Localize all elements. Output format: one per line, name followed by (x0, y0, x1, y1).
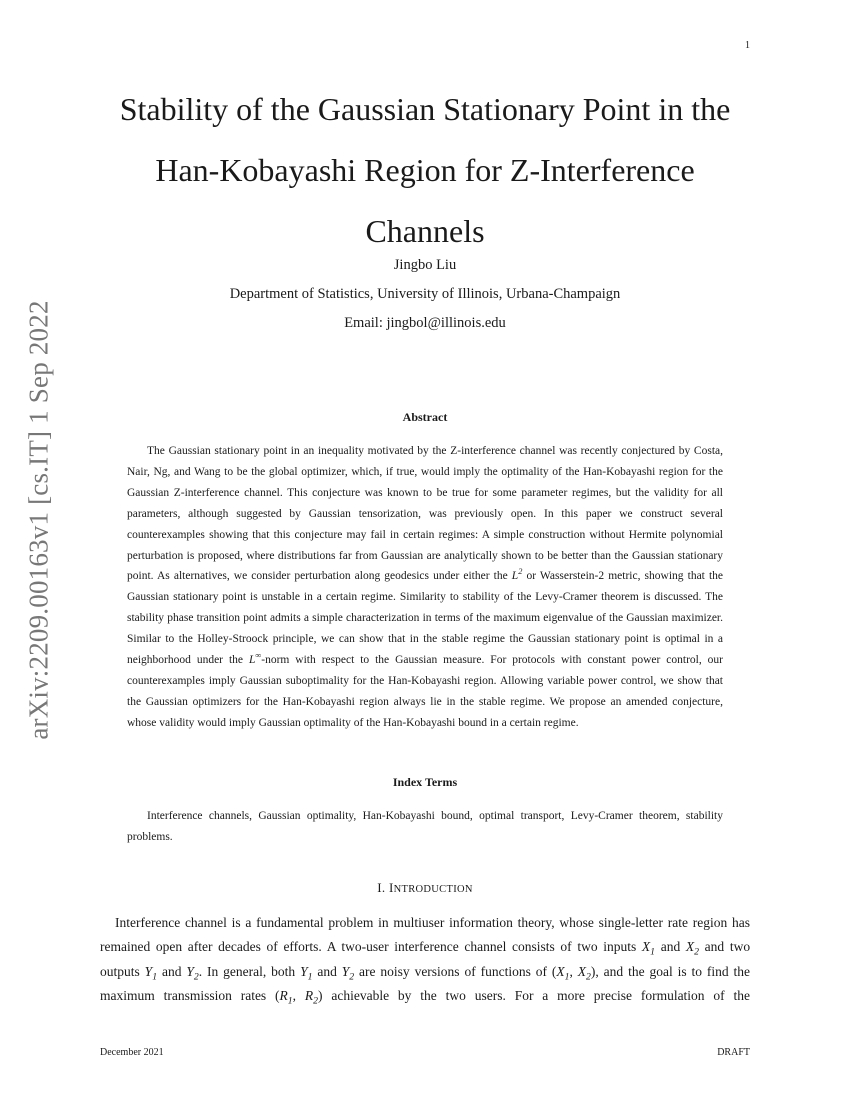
introduction-paragraph: Interference channel is a fundamental problem in multiuser information theory, whose single-letter rate region has remained open after decades of efforts. A two-user interference channel consists of two inputs $X_1$ and $X_2$ and two outputs $Y_1$ and $Y_2$. In general, both $Y_1$ and $Y_2$ are noisy versions of functions of ($X_1$, $X_2$), and the goal is to find the maximum transmission rates ($R_1$, $R_2$) achievable by the two users. For a more precise formulation of the (100, 915, 751, 1007)
l2-symbol: $L^2$ (511, 567, 523, 583)
index-terms-heading: Index Terms (392, 775, 458, 789)
footer-status: DRAFT (717, 1047, 750, 1058)
abstract-heading: Abstract (402, 410, 448, 424)
arxiv-identifier-stamp: arXiv:2209.00163v1 [cs.IT] 1 Sep 2022 (23, 300, 54, 740)
abstract-body (127, 441, 723, 734)
abstract-text-part1: The Gaussian stationary point in an inequality motivated by the Z-interference channel was recently conjectured by Costa, Nair, Ng, and Wang to be the global optimizer, which, if true, would imply the optimality of the Han-Kobayashi region for the Gaussian Z-interference channel. This conjecture was known to be true for some parameter regimes, but the validity for all parameters, although suggested by Gaussian tensorization, was previously open. In this paper we construct several counterexamples showing that this conjecture may fail in certain regimes: A simple construction without Hermite polynomial perturbation is proposed, where distributions far from Gaussian are analytically shown to be better than the Gaussian stationary point. As alternatives, we consider perturbation along geodesics under either the (127, 445, 723, 583)
footer-date: December 2021 (100, 1047, 164, 1058)
author-name: Jingbo Liu (393, 257, 457, 273)
author-affiliation: Department of Statistics, University of Illinois, Urbana-Champaign (229, 286, 621, 302)
section-heading-introduction: I. INTRODUCTION (377, 880, 473, 895)
linf-symbol: L∞ (248, 651, 262, 667)
index-terms-body: Interference channels, Gaussian optimality, Han-Kobayashi bound, optimal transport, Levy-Cramer theorem, stability problems. (127, 810, 723, 843)
abstract-text-part2: or Wasserstein-2 metric, showing that the Gaussian stationary point is unstable in a certain regime. Similarity to stability of the Levy-Cramer theorem is discussed. The stability phase transition point admits a simple characterization in terms of the maximum eigenvalue of the Gaussian maximizer. Similar to the Holley-Stroock principle, we can show that in the stable regime the Gaussian stationary point is optimal in a neighborhood under the (127, 570, 724, 667)
author-email: Email: jingbol@illinois.edu (344, 315, 506, 331)
page-number: 1 (745, 40, 750, 51)
abstract-text-part3: -norm with respect to the Gaussian measure. For protocols with constant power control, our counterexamples imply Gaussian suboptimality for the Han-Kobayashi region. Allowing variable power control, we show that the Gaussian optimizers for the Han-Kobayashi region always lie in the stable regime. We propose an amended conjecture, whose validity would imply Gaussian optimality of the Han-Kobayashi bound in a certain regime. (127, 654, 724, 729)
paper-title: Stability of the Gaussian Stationary Point in the Han-Kobayashi Region for Z-Interference Channels (119, 91, 731, 249)
